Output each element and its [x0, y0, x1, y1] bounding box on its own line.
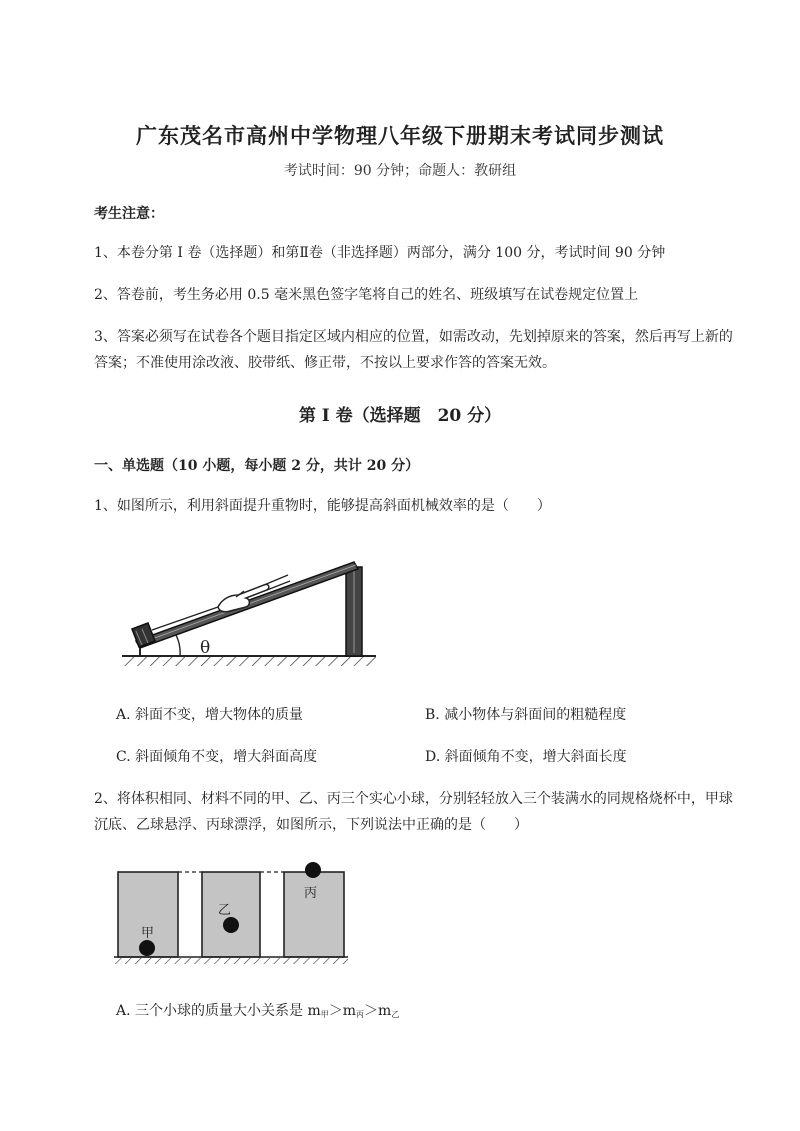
question-group-heading: 一、单选题（10 小题，每小题 2 分，共计 20 分） [94, 458, 420, 474]
beakers-figure [112, 858, 352, 970]
subscript-yi: 乙 [391, 1010, 400, 1019]
section-title: 第 I 卷（选择题 20 分） [298, 406, 502, 426]
page-title: 广东茂名市高州中学物理八年级下册期末考试同步测试 [136, 123, 664, 148]
question-1-option-a[interactable]: A. 斜面不变，增大物体的质量 [116, 707, 304, 723]
notice-item-3: 3、答案必须写在试卷各个题目指定区域内相应的位置，如需改动，先划掉原来的答案，然后再写上新的答案；不准使用涂改液、胶带纸、修正带，不按以上要求作答的答案无效。 [94, 329, 733, 371]
mass-symbol: m [307, 1003, 321, 1019]
mass-symbol: m [378, 1003, 392, 1019]
notice-item-2: 2、答卷前，考生务必用 0.5 毫米黑色签字笔将自己的姓名、班级填写在试卷规定位置上 [94, 287, 639, 303]
incline-figure [118, 545, 380, 670]
mass-symbol: m [342, 1003, 357, 1019]
subscript-bing: 丙 [356, 1010, 365, 1019]
exam-info: 考试时间：90 分钟；命题人：教研组 [283, 163, 517, 179]
notice-heading: 考生注意： [94, 206, 164, 222]
ball-jia [139, 940, 155, 956]
label-yi: 乙 [218, 903, 232, 918]
question-2-stem: 2、将体积相同、材料不同的甲、乙、丙三个实心小球，分别轻轻放入三个装满水的同规格烧杯中，甲球沉底、乙球悬浮、丙球漂浮，如图所示，下列说法中正确的是（ ） [94, 791, 733, 833]
question-1-option-b[interactable]: B. 减小物体与斜面间的粗糙程度 [425, 707, 627, 723]
subscript-jia: 甲 [320, 1010, 329, 1019]
question-2-option-a[interactable] [116, 1000, 399, 1020]
label-jia: 甲 [141, 926, 155, 941]
question-1-stem: 1、如图所示，利用斜面提升重物时，能够提高斜面机械效率的是（ ） [94, 498, 551, 514]
question-1-option-c[interactable]: C. 斜面倾角不变，增大斜面高度 [116, 749, 318, 765]
ball-yi [223, 917, 239, 933]
label-bing: 丙 [304, 886, 318, 901]
greater-than: ＞ [328, 1003, 343, 1019]
beaker-bing [284, 872, 344, 957]
question-1-option-d[interactable]: D. 斜面倾角不变，增大斜面长度 [425, 749, 627, 765]
option-a-text: A. 三个小球的质量大小关系是 [116, 1003, 308, 1019]
ball-bing [305, 862, 321, 878]
angle-label: θ [200, 638, 211, 658]
notice-item-1: 1、本卷分第 I 卷（选择题）和第Ⅱ卷（非选择题）两部分，满分 100 分，考试时间 90 分钟 [94, 245, 666, 261]
greater-than: ＞ [364, 1003, 379, 1019]
